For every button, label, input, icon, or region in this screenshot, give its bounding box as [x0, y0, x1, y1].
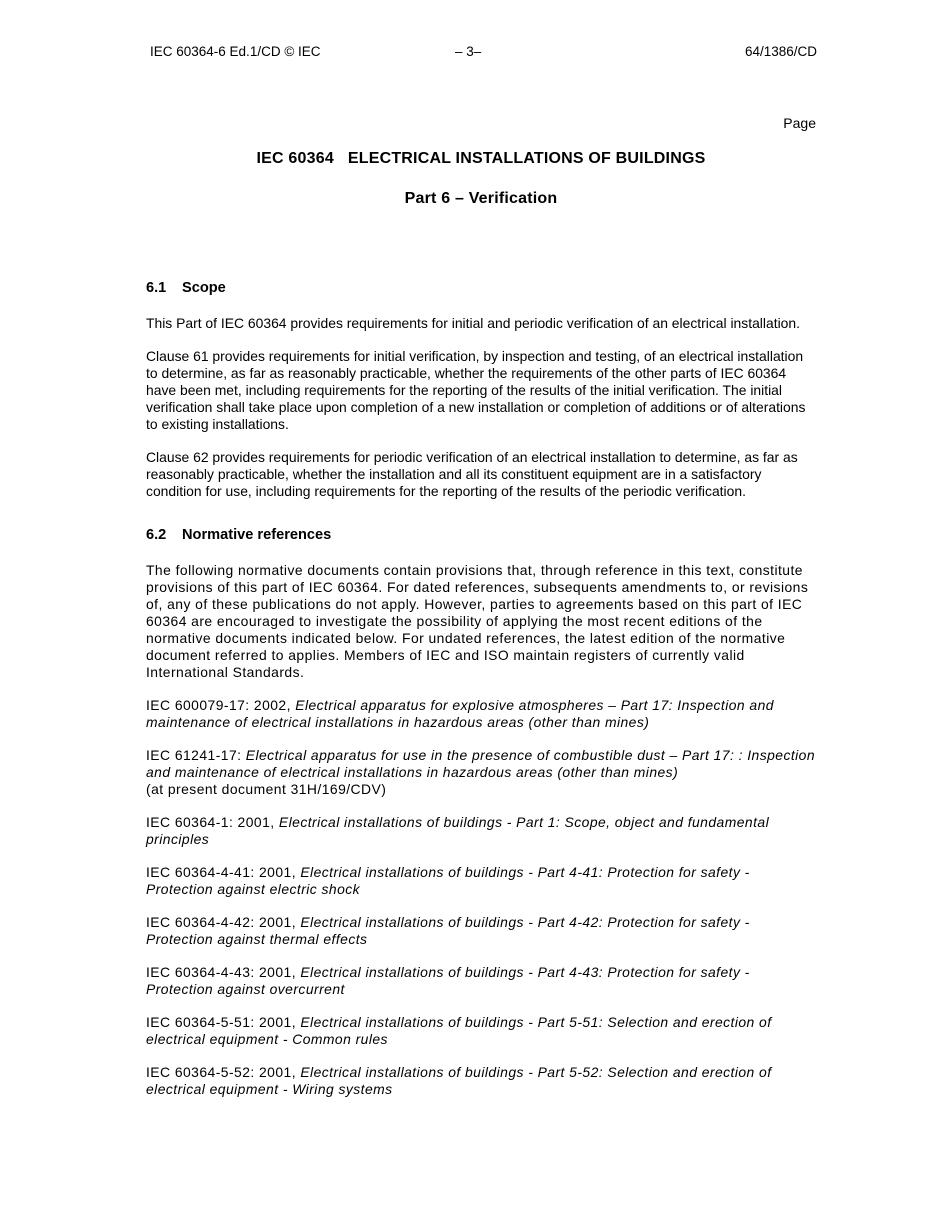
reference-code: IEC 60364-1: 2001,: [146, 814, 279, 830]
header-page-number: – 3–: [455, 44, 482, 59]
reference-item: [146, 747, 818, 798]
reference-item: [146, 964, 818, 998]
reference-code: IEC 61241-17:: [146, 747, 246, 763]
reference-item: [146, 914, 818, 948]
header-document-id: IEC 60364-6 Ed.1/CD © IEC: [150, 44, 321, 59]
reference-item: [146, 864, 818, 898]
section-heading-normative-references: [146, 526, 818, 544]
reference-title: Electrical apparatus for explosive atmospheres – Part 17: Inspection and maintenance of electrical installations in hazardous areas (other than mines): [146, 697, 774, 730]
references-intro-paragraph: The following normative documents contain provisions that, through reference in this text, constitute provisions of this part of IEC 60364. For dated references, subsequents amendments to, or revisions of, any of these publications do not apply. However, parties to agreements based on this part of IEC 60364 are encouraged to investigate the possibility of applying the most recent editions of the normative documents indicated below. For undated references, the latest edition of the normative document referred to applies. Members of IEC and ISO maintain registers of currently valid International Standards.: [146, 562, 809, 680]
reference-code: IEC 60364-5-52: 2001,: [146, 1064, 301, 1080]
reference-title: Electrical installations of buildings - Part 5-52: Selection and erection of electrical equipment - Wiring systems: [146, 1064, 772, 1097]
section-title: Normative references: [182, 527, 332, 543]
reference-note: (at present document 31H/169/CDV): [146, 781, 387, 797]
reference-item: [146, 814, 818, 848]
reference-list: [146, 697, 818, 1098]
scope-paragraph: Clause 62 provides requirements for periodic verification of an electrical installation to determine, as far as reasonably practicable, whether the installation and all its constituent equipment are in a satisfactory condition for use, including requirements for the reporting of the results of the periodic verification.: [146, 449, 798, 499]
reference-code: IEC 60364-4-41: 2001,: [146, 864, 301, 880]
section-heading-scope: [146, 279, 818, 297]
reference-item: [146, 1064, 818, 1098]
page-column-label: Page: [783, 115, 816, 131]
scope-paragraph: This Part of IEC 60364 provides requirements for initial and periodic verification of an electrical installation.: [146, 315, 800, 331]
reference-title: Electrical installations of buildings - Part 4-42: Protection for safety - Protection against thermal effects: [146, 914, 750, 947]
section-title: Scope: [182, 280, 226, 296]
document-subtitle: Part 6 – Verification: [404, 190, 558, 207]
reference-title: Electrical installations of buildings - Part 4-41: Protection for safety - Protection against electric shock: [146, 864, 750, 897]
reference-code: IEC 600079-17: 2002,: [146, 697, 296, 713]
reference-title: Electrical installations of buildings - Part 4-43: Protection for safety - Protection against overcurrent: [146, 964, 750, 997]
reference-code: IEC 60364-5-51: 2001,: [146, 1014, 301, 1030]
reference-item: [146, 1014, 818, 1048]
document-body: [146, 279, 818, 1114]
page-header: [0, 44, 950, 62]
section-number: 6.2: [146, 527, 167, 543]
reference-code: IEC 60364-4-42: 2001,: [146, 914, 301, 930]
reference-title: Electrical installations of buildings - Part 5-51: Selection and erection of electrical equipment - Common rules: [146, 1014, 772, 1047]
scope-paragraph: Clause 61 provides requirements for initial verification, by inspection and testing, of an electrical installation to determine, as far as reasonably practicable, whether the requirements of the other parts of IEC 60364 have been met, including requirements for the reporting of the results of the initial verification. The initial verification shall take place upon completion of a new installation or completion of additions or of alterations to existing installations.: [146, 348, 806, 432]
reference-title: Electrical apparatus for use in the presence of combustible dust – Part 17: : Inspection and maintenance of electrical installations in hazardous areas (other than mines): [146, 747, 816, 780]
header-reference-code: 64/1386/CD: [744, 44, 817, 59]
document-title: IEC 60364 ELECTRICAL INSTALLATIONS OF BUILDINGS: [256, 150, 706, 167]
reference-code: IEC 60364-4-43: 2001,: [146, 964, 301, 980]
reference-item: [146, 697, 818, 731]
section-number: 6.1: [146, 280, 167, 296]
reference-title: Electrical installations of buildings - Part 1: Scope, object and fundamental principles: [146, 814, 770, 847]
